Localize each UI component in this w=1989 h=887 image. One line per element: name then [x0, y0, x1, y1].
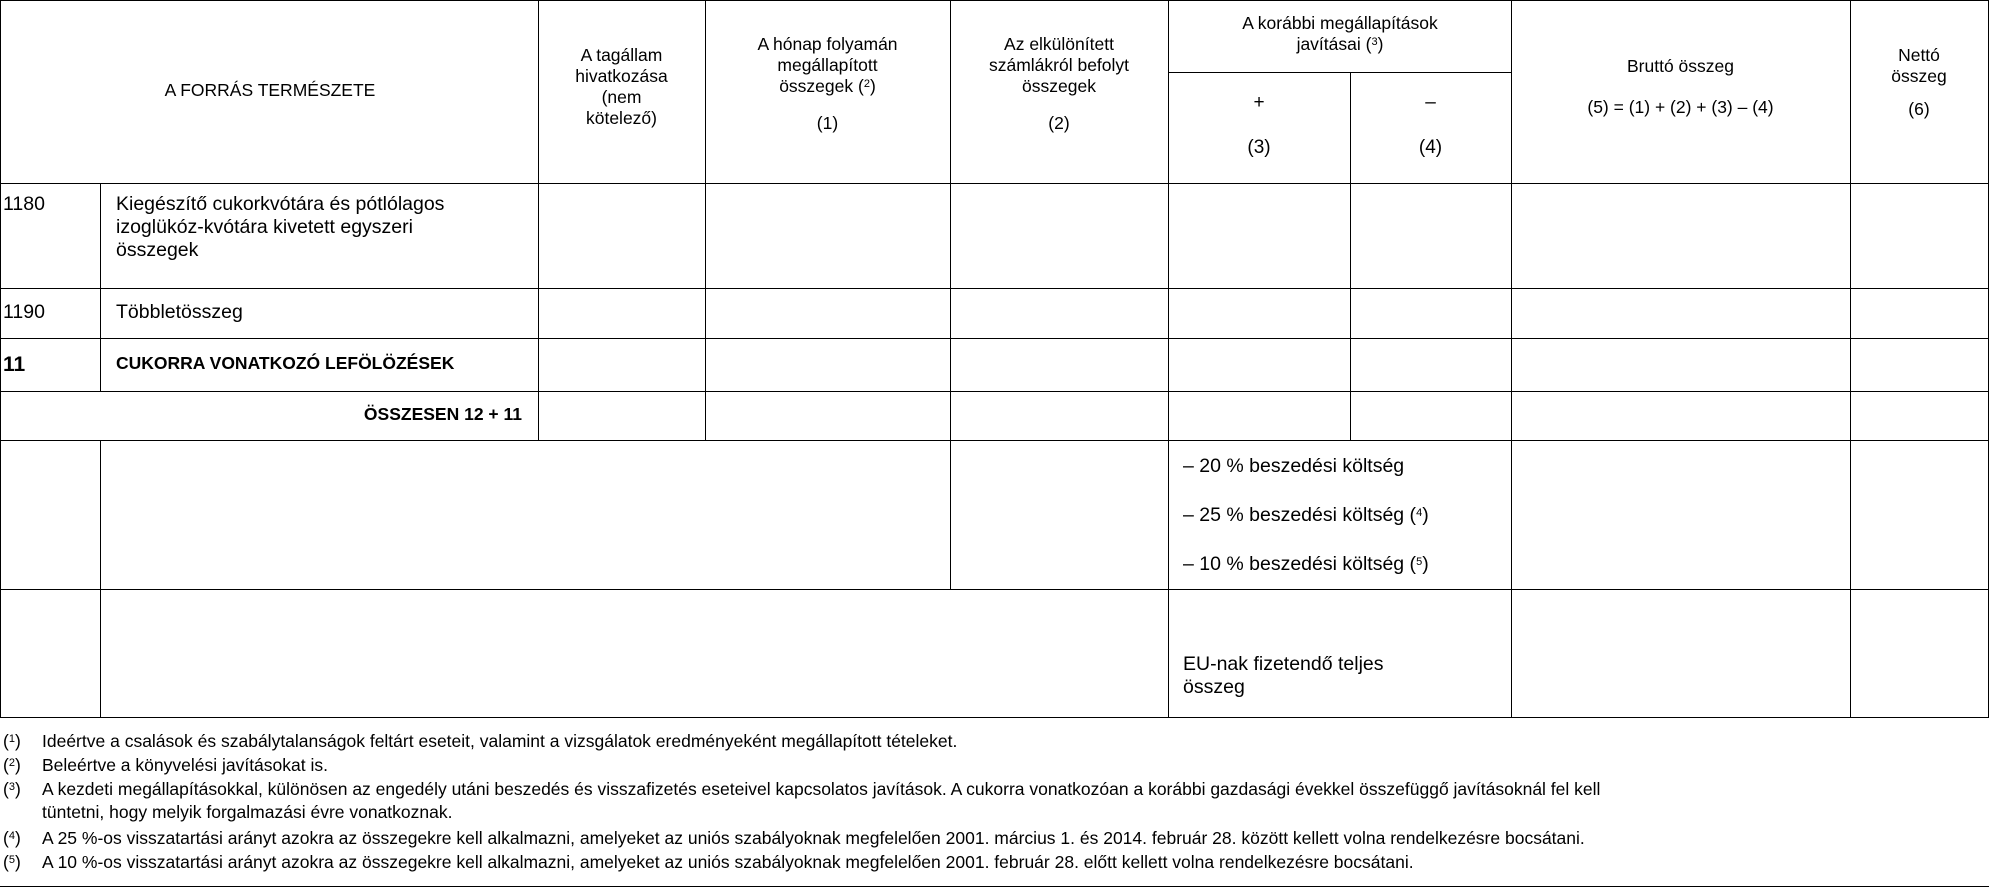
rule-corrections-split	[1168, 72, 1512, 73]
header-corrections: A korábbi megállapítások javításai ($^3$)	[1242, 13, 1438, 54]
header-month-established: A hónap folyamán megállapított összegek ($^2$) (1)	[757, 34, 898, 133]
rule-eu-total	[0, 717, 1989, 718]
collection-cost-10: – 10 % beszedési költség ($^5$)	[1183, 553, 1429, 575]
footnote-3: A kezdeti megállapításokkal, különösen az engedély utáni beszedés és visszafizetés eseteivel kapcsolatos javítások. A cukorra vonatkozóan a korábbi gazdasági évekkel összefüggő javításoknál fel kell tüntetni, hogy melyik forgalmazási évre vonatkoznak.	[42, 779, 1601, 822]
row-label-1190: Többletösszeg	[116, 301, 243, 323]
collection-cost-20: – 20 % beszedési költség	[1183, 455, 1405, 477]
rule-left	[0, 0, 1, 718]
footnote-mark-1: ($^1$)	[3, 731, 21, 751]
rule-costs	[0, 589, 1989, 590]
row-code-1180: 1180	[3, 193, 45, 215]
rule-code-col	[100, 183, 101, 391]
eu-total-label: EU-nak fizetendő teljes összeg	[1183, 653, 1384, 698]
footnote-5: A 10 %-os visszatartási arányt azokra az összegekre kell alkalmazni, amelyeket az uniós szabályoknak megfelelően 2001. február 28. előtt kellett volna rendelkezésre bocsátani.	[42, 852, 1414, 872]
footnote-mark-4: ($^4$)	[3, 828, 21, 848]
total-label: ÖSSZESEN 12 + 11	[363, 404, 522, 424]
footnote-mark-5: ($^5$)	[3, 852, 21, 872]
header-gross: Bruttó összeg (5) = (1) + (2) + (3) – (4)	[1587, 56, 1774, 117]
header-source-nature: A FORRÁS TERMÉSZETE	[164, 80, 376, 100]
rule-row-1180	[0, 288, 1989, 289]
rule-total	[0, 440, 1989, 441]
header-plus: + (3)	[1247, 92, 1271, 158]
header-member-state-ref: A tagállam hivatkozása (nem kötelező)	[575, 45, 668, 128]
rule-row-1190	[0, 338, 1989, 339]
footnote-1: Ideértve a csalások és szabálytalanságok feltárt eseteit, valamint a vizsgálatok eredményeként megállapított tételeket.	[42, 731, 958, 751]
row-label-1180: Kiegészítő cukorkvótára és pótlólagos izoglükóz-kvótára kivetett egyszeri összegek	[116, 193, 445, 261]
row-code-11: 11	[3, 353, 26, 376]
footnote-4: A 25 %-os visszatartási arányt azokra az összegekre kell alkalmazni, amelyeket az uniós szabályoknak megfelelően 2001. március 1. és 2014. február 28. között kellett volna rendelkezésre bocsátani.	[42, 828, 1585, 848]
footnote-2: Beleértve a könyvelési javításokat is.	[42, 755, 328, 775]
footnote-mark-3: ($^3$)	[3, 779, 21, 799]
rule-row-11	[0, 391, 1989, 392]
rule-top	[0, 0, 1989, 1]
row-code-1190: 1190	[3, 301, 45, 323]
header-net: Nettó összeg (6)	[1891, 45, 1947, 119]
header-separate-accounts: Az elkülönített számlákról befolyt összegek (2)	[988, 34, 1130, 133]
rule-header-bottom	[0, 183, 1989, 184]
footnote-mark-2: ($^2$)	[3, 755, 21, 775]
header-minus: – (4)	[1418, 92, 1443, 158]
collection-cost-25: – 25 % beszedési költség ($^4$)	[1183, 504, 1429, 526]
row-label-11: CUKORRA VONATKOZÓ LEFÖLÖZÉSEK	[116, 353, 455, 373]
rule-code-col-lower	[100, 440, 101, 718]
